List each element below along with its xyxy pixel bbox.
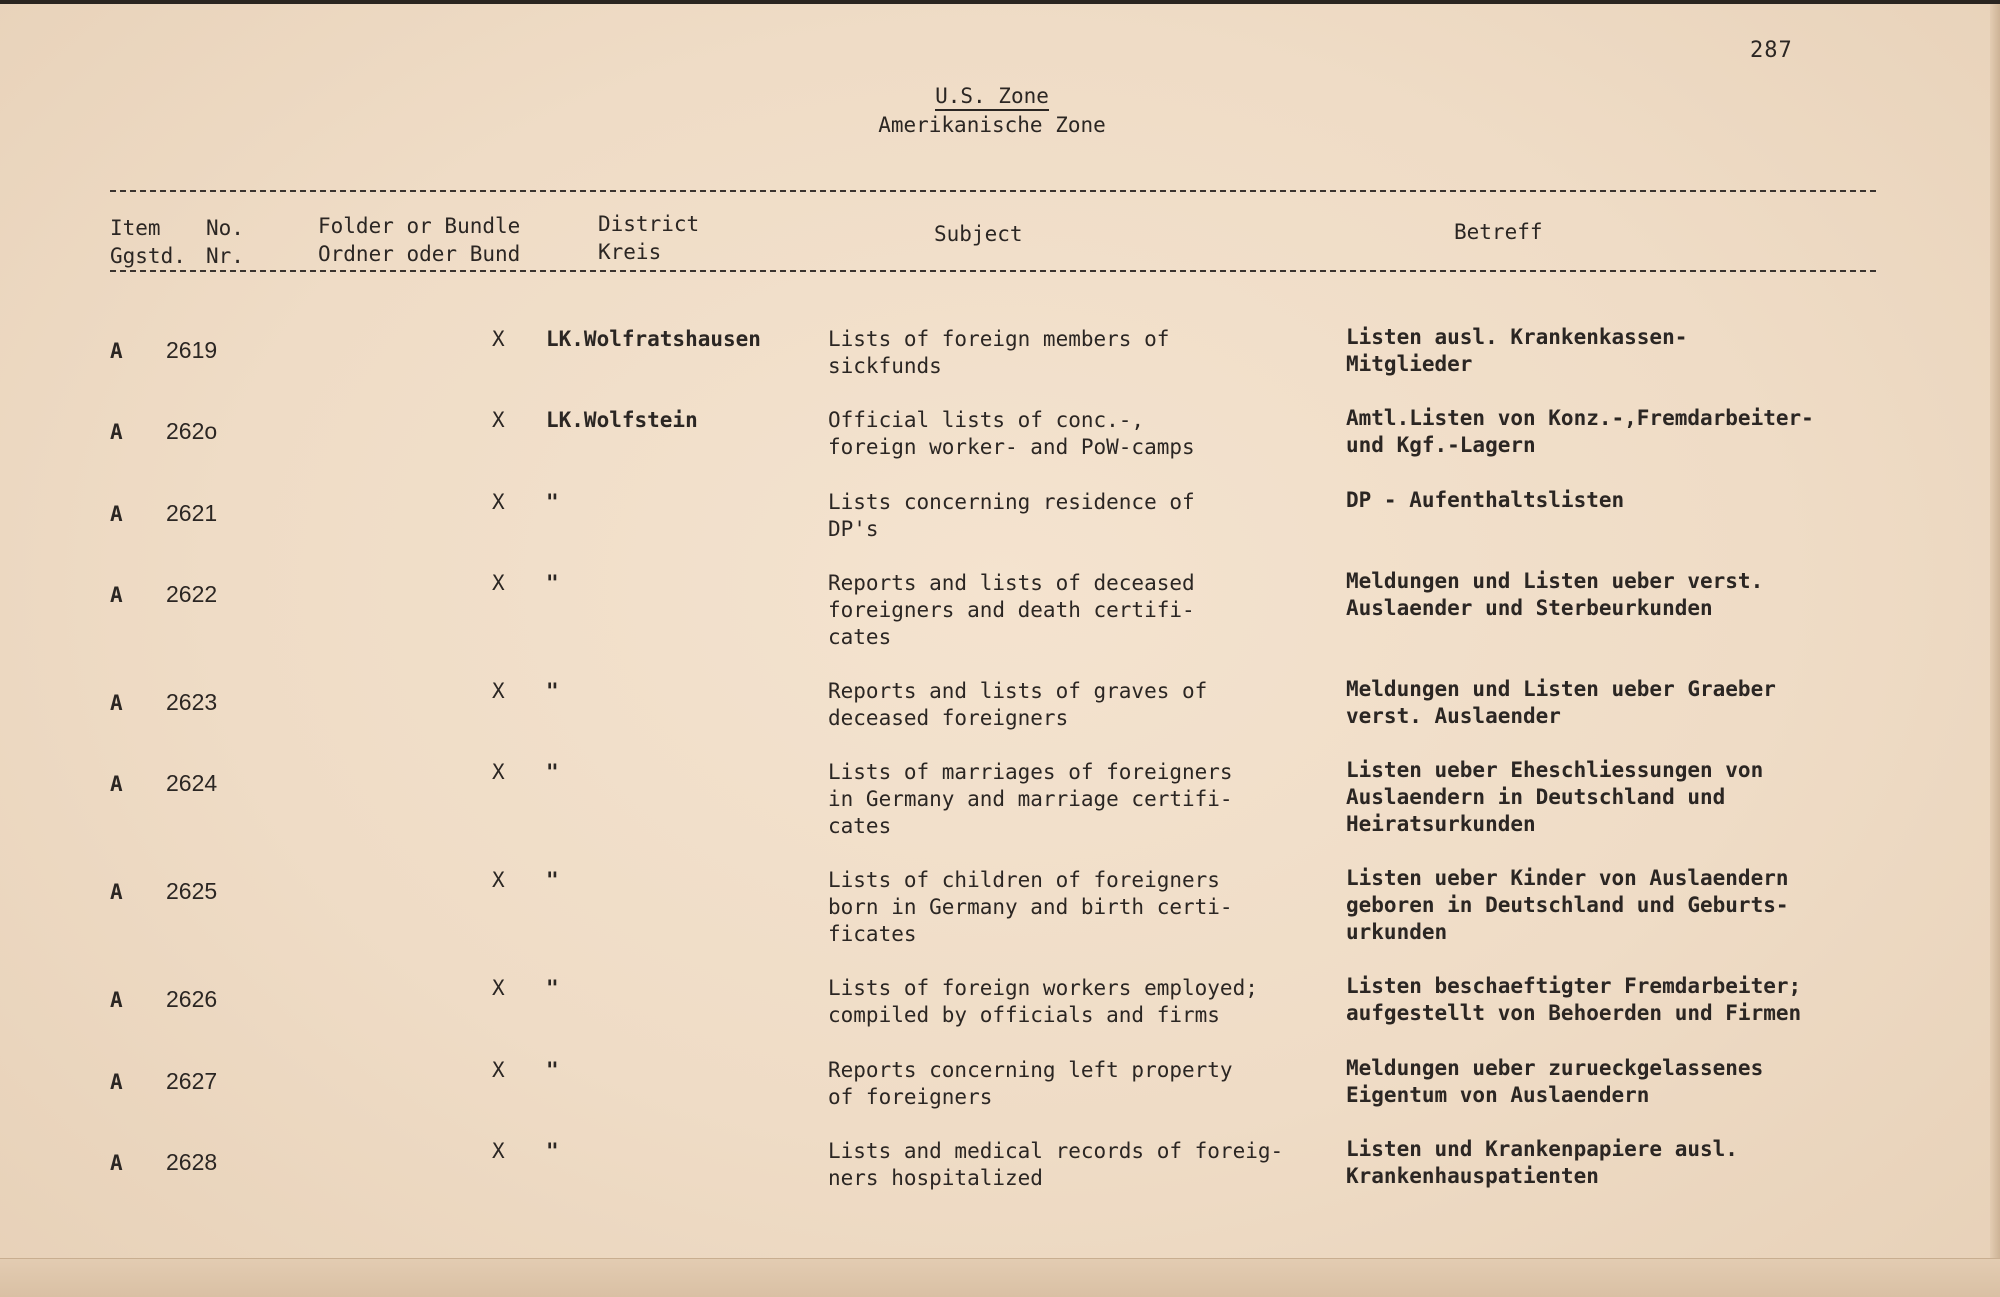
header-no: No. Nr. <box>206 216 244 268</box>
row-number: 2625 <box>166 878 218 904</box>
row-item: A <box>110 691 123 715</box>
row-subject <box>828 1138 1283 1192</box>
row-number: 2621 <box>166 500 218 526</box>
row-betreff-line: aufgestellt von Behoerden und Firmen <box>1346 1001 1802 1025</box>
table-row <box>0 1057 1984 1137</box>
table-row <box>0 975 1984 1055</box>
row-subject-line: ficates <box>828 922 917 946</box>
row-number: 2627 <box>166 1068 218 1094</box>
row-betreff-line: Heiratsurkunden <box>1346 812 1536 836</box>
header-item: Item Ggstd. <box>110 216 186 268</box>
row-subject-line: cates <box>828 625 892 649</box>
row-betreff-line: DP - Aufenthaltslisten <box>1346 488 1625 512</box>
row-district: LK.Wolfratshausen <box>546 327 761 351</box>
row-betreff <box>1346 568 1763 622</box>
row-subject-line: ners hospitalized <box>828 1166 1043 1190</box>
header-rule-top <box>110 190 1876 192</box>
row-folder-mark: X <box>492 976 505 1000</box>
row-folder-mark: X <box>492 679 505 703</box>
page-number: 287 <box>1750 38 1793 63</box>
row-betreff-line: verst. Auslaender <box>1346 704 1561 728</box>
row-betreff-line: Listen ausl. Krankenkassen- <box>1346 325 1688 349</box>
row-item: A <box>110 988 123 1012</box>
row-district: " <box>546 760 559 784</box>
row-district: " <box>546 868 559 892</box>
row-district: " <box>546 679 559 703</box>
row-betreff-line: Listen ueber Kinder von Auslaendern <box>1346 866 1789 890</box>
row-betreff-line: Auslaendern in Deutschland und <box>1346 785 1726 809</box>
row-subject-line: compiled by officials and firms <box>828 1003 1220 1027</box>
row-folder-mark: X <box>492 408 505 432</box>
title-english <box>0 84 1984 108</box>
row-subject <box>828 407 1195 461</box>
row-betreff-line: Listen ueber Eheschliessungen von <box>1346 758 1764 782</box>
row-folder-mark: X <box>492 1058 505 1082</box>
document-page <box>0 4 2000 1297</box>
row-betreff-line: Mitglieder <box>1346 352 1473 376</box>
row-betreff <box>1346 1055 1763 1109</box>
row-subject <box>828 489 1195 543</box>
row-betreff <box>1346 405 1814 459</box>
row-betreff-line: urkunden <box>1346 920 1448 944</box>
row-subject-line: Lists of children of foreigners <box>828 868 1220 892</box>
row-item: A <box>110 1151 123 1175</box>
row-subject-line: Lists and medical records of foreig- <box>828 1139 1284 1163</box>
row-folder-mark: X <box>492 760 505 784</box>
row-district: LK.Wolfstein <box>546 408 698 432</box>
row-betreff <box>1346 1136 1738 1190</box>
row-item: A <box>110 880 123 904</box>
row-subject-line: Official lists of conc.-, <box>828 408 1145 432</box>
row-subject <box>828 678 1207 732</box>
row-folder-mark: X <box>492 571 505 595</box>
row-subject-line: deceased foreigners <box>828 706 1069 730</box>
row-betreff-line: Meldungen und Listen ueber verst. <box>1346 569 1764 593</box>
row-subject-line: Lists of foreign members of <box>828 327 1170 351</box>
row-betreff-line: Krankenhauspatienten <box>1346 1164 1599 1188</box>
row-betreff <box>1346 676 1776 730</box>
row-betreff-line: Listen und Krankenpapiere ausl. <box>1346 1137 1738 1161</box>
row-number: 2624 <box>166 770 218 796</box>
row-subject-line: foreign worker- and PoW-camps <box>828 435 1195 459</box>
row-subject-line: Lists concerning residence of <box>828 490 1195 514</box>
row-number: 2628 <box>166 1149 218 1175</box>
row-subject-line: Reports and lists of deceased <box>828 571 1195 595</box>
row-item: A <box>110 339 123 363</box>
header-subject: Subject <box>934 222 1023 246</box>
row-subject-line: foreigners and death certifi- <box>828 598 1195 622</box>
header-district: District Kreis <box>598 212 700 264</box>
row-item: A <box>110 420 123 444</box>
row-folder-mark: X <box>492 868 505 892</box>
row-number: 262o <box>166 418 218 444</box>
table-row <box>0 759 1984 839</box>
table-row <box>0 867 1984 947</box>
table-row <box>0 326 1984 406</box>
table-row <box>0 678 1984 758</box>
row-betreff-line: Meldungen ueber zurueckgelassenes <box>1346 1056 1764 1080</box>
table-row <box>0 489 1984 569</box>
row-betreff-line: Meldungen und Listen ueber Graeber <box>1346 677 1776 701</box>
row-folder-mark: X <box>492 490 505 514</box>
row-betreff-line: Auslaender und Sterbeurkunden <box>1346 596 1713 620</box>
row-district: " <box>546 976 559 1000</box>
row-subject-line: sickfunds <box>828 354 942 378</box>
row-number: 2626 <box>166 986 218 1012</box>
row-betreff <box>1346 865 1789 946</box>
table-row <box>0 407 1984 487</box>
page-bottom-edge <box>0 1258 2000 1297</box>
row-betreff <box>1346 973 1801 1027</box>
title-english-text: U.S. Zone <box>935 84 1049 111</box>
row-betreff-line: Eigentum von Auslaendern <box>1346 1083 1650 1107</box>
row-number: 2622 <box>166 581 218 607</box>
row-subject <box>828 759 1233 840</box>
row-betreff <box>1346 487 1624 514</box>
row-betreff-line: Listen beschaeftigter Fremdarbeiter; <box>1346 974 1802 998</box>
row-district: " <box>546 571 559 595</box>
row-subject <box>828 975 1258 1029</box>
row-item: A <box>110 772 123 796</box>
row-folder-mark: X <box>492 327 505 351</box>
row-item: A <box>110 502 123 526</box>
row-folder-mark: X <box>492 1139 505 1163</box>
row-betreff <box>1346 324 1687 378</box>
row-betreff-line: Amtl.Listen von Konz.-,Fremdarbeiter- <box>1346 406 1814 430</box>
header-folder: Folder or Bundle Ordner oder Bund <box>318 214 521 266</box>
row-district: " <box>546 490 559 514</box>
table-row <box>0 570 1984 650</box>
row-district: " <box>546 1058 559 1082</box>
row-subject-line: born in Germany and birth certi- <box>828 895 1233 919</box>
header-rule-bottom <box>110 270 1876 272</box>
row-betreff-line: und Kgf.-Lagern <box>1346 433 1536 457</box>
row-subject-line: Lists of foreign workers employed; <box>828 976 1258 1000</box>
row-subject <box>828 326 1169 380</box>
row-subject <box>828 570 1195 651</box>
title-german: Amerikanische Zone <box>878 113 1106 137</box>
row-betreff-line: geboren in Deutschland und Geburts- <box>1346 893 1789 917</box>
table-row <box>0 1138 1984 1218</box>
row-betreff <box>1346 757 1763 838</box>
row-subject-line: cates <box>828 814 892 838</box>
header-betreff: Betreff <box>1454 220 1543 244</box>
row-number: 2623 <box>166 689 218 715</box>
row-subject-line: Reports and lists of graves of <box>828 679 1208 703</box>
row-item: A <box>110 1070 123 1094</box>
row-item: A <box>110 583 123 607</box>
row-subject-line: in Germany and marriage certifi- <box>828 787 1233 811</box>
row-subject <box>828 1057 1233 1111</box>
page-right-edge <box>1990 4 2000 1297</box>
row-district: " <box>546 1139 559 1163</box>
row-subject-line: DP's <box>828 517 879 541</box>
row-subject-line: Lists of marriages of foreigners <box>828 760 1233 784</box>
row-number: 2619 <box>166 337 218 363</box>
row-subject-line: of foreigners <box>828 1085 993 1109</box>
row-subject <box>828 867 1233 948</box>
row-subject-line: Reports concerning left property <box>828 1058 1233 1082</box>
